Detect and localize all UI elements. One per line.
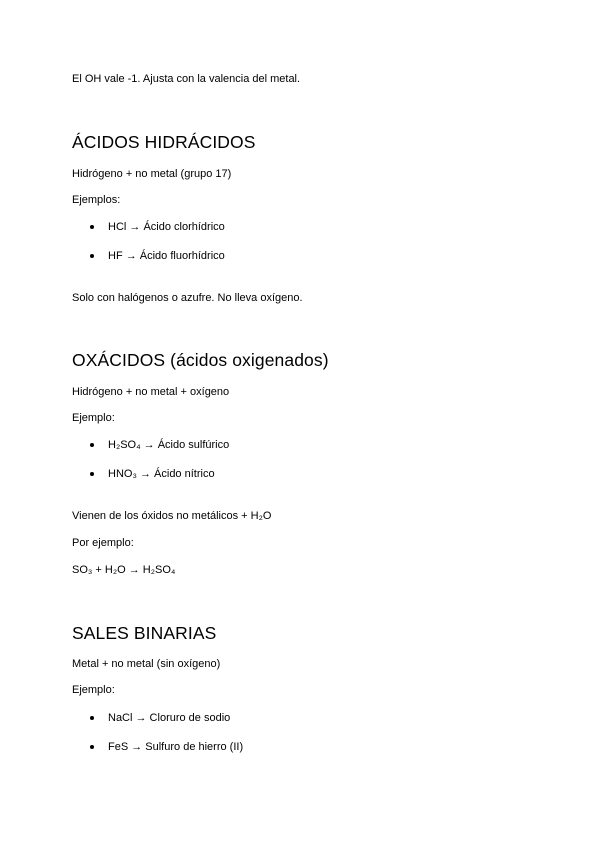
section-title-oxacidos: OXÁCIDOS (ácidos oxigenados)	[72, 350, 329, 370]
list-item: H₂SO₄ → Ácido sulfúrico	[108, 439, 230, 451]
section-definition: Hidrógeno + no metal + oxígeno	[72, 386, 230, 398]
section-note: Vienen de los óxidos no metálicos + H₂O	[72, 510, 272, 522]
list-item: NaCl → Cloruro de sodio	[108, 712, 231, 724]
section-title-hidracidos: ÁCIDOS HIDRÁCIDOS	[72, 132, 256, 152]
list-item: HF → Ácido fluorhídrico	[108, 250, 225, 262]
section-definition: Hidrógeno + no metal (grupo 17)	[72, 168, 232, 180]
list-item: FeS → Sulfuro de hierro (II)	[108, 741, 244, 753]
examples-label: Ejemplos:	[72, 194, 121, 206]
list-item: HCl → Ácido clorhídrico	[108, 221, 225, 233]
intro-text: El OH vale -1. Ajusta con la valencia del metal.	[72, 73, 301, 85]
section-definition: Metal + no metal (sin oxígeno)	[72, 658, 221, 670]
list-item: HNO₃ → Ácido nítrico	[108, 468, 215, 480]
section-title-sales-binarias: SALES BINARIAS	[72, 623, 217, 643]
examples-label: Ejemplo:	[72, 412, 115, 424]
section-note: Solo con halógenos o azufre. No lleva oxígeno.	[72, 292, 303, 304]
section-formula: SO₃ + H₂O → H₂SO₄	[72, 564, 176, 576]
examples-label: Ejemplo:	[72, 684, 115, 696]
section-note: Por ejemplo:	[72, 537, 134, 549]
